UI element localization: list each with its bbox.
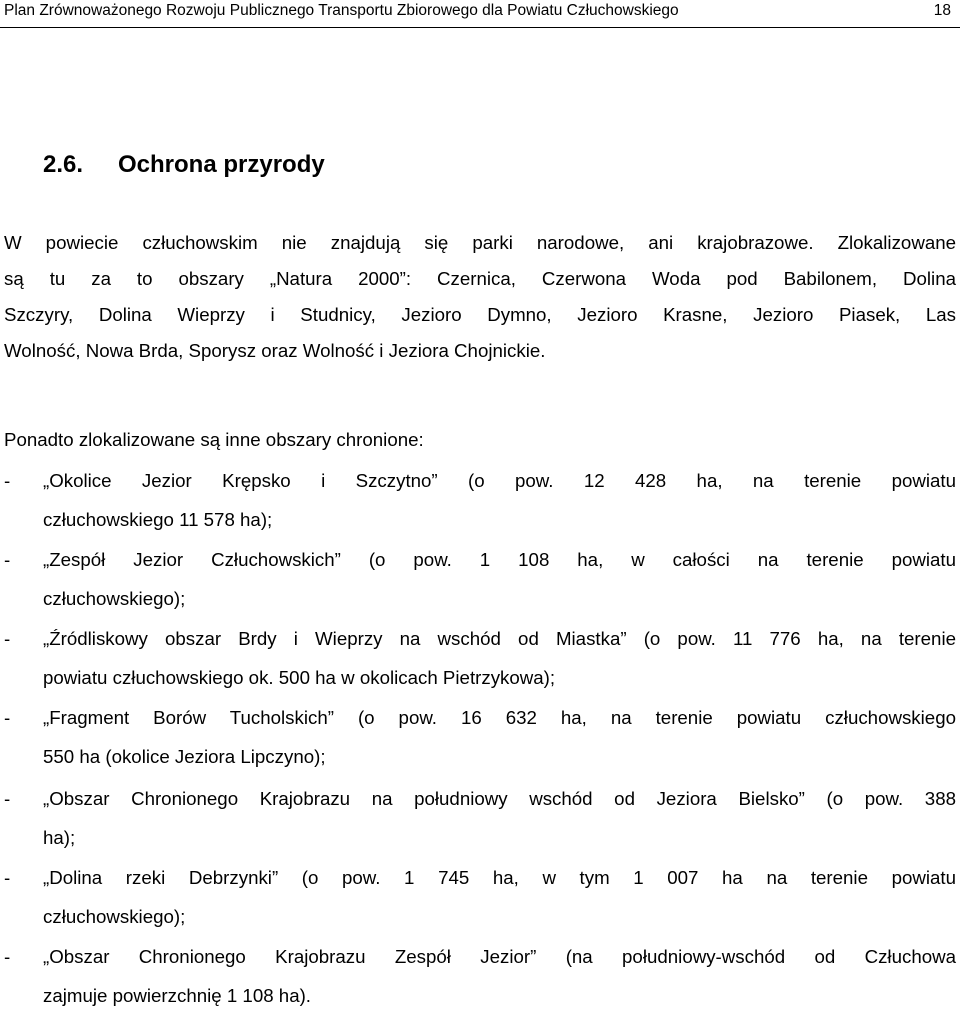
section-number: 2.6.	[43, 151, 84, 178]
paragraph-line: Szczyry, Dolina Wieprzy i Studnicy, Jezioro Dymno, Jezioro Krasne, Jezioro Piasek, Las	[4, 304, 956, 325]
list-dash: -	[4, 707, 11, 728]
list-item-line: ha);	[43, 827, 76, 848]
paragraph-natura	[4, 225, 956, 369]
list-dash: -	[4, 549, 11, 570]
paragraph-line: Ponadto zlokalizowane są inne obszary chronione:	[4, 429, 424, 450]
list-dash: -	[4, 867, 11, 888]
page-number: 18	[933, 2, 951, 19]
list-item-line: człuchowskiego);	[43, 906, 186, 927]
list-item-line: „Okolice Jezior Krępsko i Szczytno” (o pow. 12 428 ha, na terenie powiatu	[43, 470, 956, 491]
paragraph-line: Wolność, Nowa Brda, Sporysz oraz Wolność i Jeziora Chojnickie.	[4, 340, 546, 361]
list-dash: -	[4, 946, 11, 967]
page-header	[0, 0, 960, 28]
list-item-line: 550 ha (okolice Jeziora Lipczyno);	[43, 746, 326, 767]
list-item-line: „Obszar Chronionego Krajobrazu Zespół Jezior” (na południowy-wschód od Człuchowa	[43, 946, 956, 967]
paragraph-intro	[4, 422, 956, 458]
list-item-line: „Obszar Chronionego Krajobrazu na południowy wschód od Jeziora Bielsko” (o pow. 388	[43, 788, 956, 809]
header-title: Plan Zrównoważonego Rozwoju Publicznego Transportu Zbiorowego dla Powiatu Człuchowskiego	[4, 2, 679, 19]
section-title: Ochrona przyrody	[118, 151, 325, 178]
list-dash: -	[4, 788, 11, 809]
list-dash: -	[4, 470, 11, 491]
list-item-line: „Źródliskowy obszar Brdy i Wieprzy na wschód od Miastka” (o pow. 11 776 ha, na terenie	[43, 628, 956, 649]
list-item-line: zajmuje powierzchnię 1 108 ha).	[43, 985, 312, 1006]
list-item-line: człuchowskiego);	[43, 588, 186, 609]
list-item-line: „Dolina rzeki Debrzynki” (o pow. 1 745 ha, w tym 1 007 ha na terenie powiatu	[43, 867, 956, 888]
list-dash: -	[4, 628, 11, 649]
section-heading	[43, 150, 325, 180]
list-item-line: „Zespół Jezior Człuchowskich” (o pow. 1 108 ha, w całości na terenie powiatu	[43, 549, 956, 570]
list-item-line: powiatu człuchowskiego ok. 500 ha w okolicach Pietrzykowa);	[43, 667, 556, 688]
list-item-line: człuchowskiego 11 578 ha);	[43, 509, 273, 530]
paragraph-line: W powiecie człuchowskim nie znajdują się parki narodowe, ani krajobrazowe. Zlokalizowane	[4, 232, 956, 253]
paragraph-line: są tu za to obszary „Natura 2000”: Czernica, Czerwona Woda pod Babilonem, Dolina	[4, 268, 956, 289]
list-item-line: „Fragment Borów Tucholskich” (o pow. 16 632 ha, na terenie powiatu człuchowskiego	[43, 707, 956, 728]
